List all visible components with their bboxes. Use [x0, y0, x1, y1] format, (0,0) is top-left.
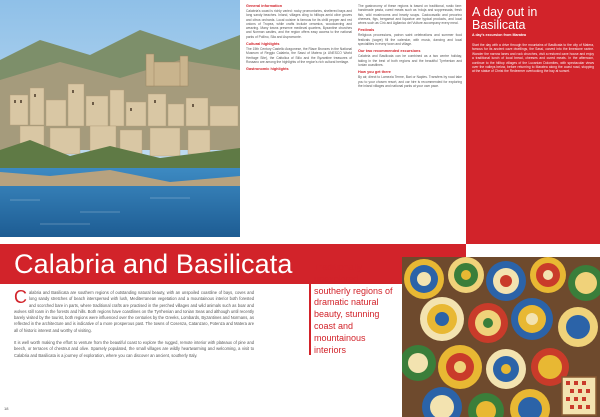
gastronomic-heading: Gastronomic highlights: [246, 67, 289, 72]
text-column-2: [358, 4, 462, 91]
sidebar-subtitle: A day's excursion from Maratea: [472, 33, 527, 37]
gastronomy-intro: The gastronomy of these regions is based on traditional, rustic fare: handmade pasta, cured meats such as 'nduja and soppressata, fresh fish, wild mushrooms and hearty soups. Caciocavallo and pecorino cheeses, figs, bergamot and liquorice are typical products, and local wines such as Cirò and Aglianico del Vulture accompany every meal.: [358, 4, 462, 26]
travel-body: By air, direct to Lamezia Terme, Bari or Naples. Transfers by road take you to your chosen resort, and car hire is recommended for exploring the inland villages and national parks at your own pace.: [358, 75, 462, 88]
travel-heading: How you get there: [358, 70, 391, 75]
cultural-heading: Cultural highlights: [246, 42, 280, 47]
intro-paragraph-1: alabria and Basilicata are southern regions of outstanding natural beauty, with an unspoiled coastline of bays, coves and long sandy stretches of beach interspersed with lush, Mediterranean vegetation and a mountainous interior both forested and scorched bare in parts, where traditional crafts are practised in the perched villages and wild animals such as boar and wolves still roam in the forests and hills. Both regions have coastlines on the Tyrrhenian and Ionian Seas and although until recently barely visited by the tourist, both regions were influenced over the centuries by the Greeks, Lombards, Byzantines and Normans, as reflected in the architecture and is indicative of a more prosperous past. The towns of Cosenza, Catanzaro, Potenza and Matera are all of historic interest and worthy of visiting.: [14, 290, 254, 333]
festivals-heading: Festivals: [358, 28, 375, 33]
festivals-body: Religious processions, patron saint celebrations and summer food festivals (sagre) fill the calendar, with music, dancing and local specialities in every town and village.: [358, 33, 462, 47]
excursions-body: Calabria and Basilicata can be combined as a two centre holiday, taking in the best of both regions and the beautiful Tyrrhenian and Ionian coastlines.: [358, 54, 462, 67]
drop-cap: C: [14, 287, 27, 307]
general-info-body: Calabria's coast is richly varied: rocky promontories, sheltered bays and long sandy beaches. Inland, villages cling to hilltops amid olive groves and citrus orchards. Local cuisine is famous for its chilli pepper and red onions of Tropea, while crafts include ceramics, woodcarving and weaving. Many towns preserve medieval quarters, Byzantine churches and Norman castles, and the region offers easy access to the national parks of Pollino, Sila and Aspromonte.: [246, 9, 352, 39]
pull-quote-rule: [309, 257, 311, 355]
painted-ceramics-photo: [402, 257, 600, 417]
sidebar-body: Start the day with a drive through the mountains of Basilicata to the city of Matera, famous for its ancient cave dwellings, the Sassi, carved into the limestone ravine. Wander the narrow lanes and rock churches, visit a restored cave house and enjoy a traditional lunch of local bread, cheeses and cured meats. In the afternoon, continue to the hilltop villages of the Lucanian Dolomites, with spectacular views over the valleys below, before returning to Maratea along the coast road, stopping at the statue of Christ the Redeemer overlooking the bay at sunset.: [472, 43, 594, 74]
cultural-body: The 15th Century Castello Aragonese, the Riace Bronzes in the National Museum of Reggio Calabria, the Sassi of Matera (a UNESCO World Heritage Site), the Cattolica of Stilo and the Byzantine treasures of Rossano are among the highlights of the region's rich cultural heritage.: [246, 47, 352, 64]
intro-text: [14, 287, 254, 365]
intro-paragraph-2: It is well worth making the effort to venture from the beautiful coast to explore the rugged, remote interior with plateaux of pine and beech, or terraces of chestnut and olive. Sparsely populated, the small villages are wildly heartwarming and welcoming, a visit to Calabria and Basilicata is a journey of exploration, where you can discover an ancient, southerly Italy.: [14, 340, 254, 358]
pull-quote: Traditionally unexplored southerly regions of dramatic natural beauty, stunning coast and mountainous interiors: [314, 262, 393, 355]
day-out-sidebar: [466, 0, 600, 244]
excursions-heading: Our two recommended excursions: [358, 49, 421, 54]
text-column-1: [246, 4, 352, 72]
general-info-heading: General information: [246, 4, 283, 8]
sidebar-title: A day out in Basilicata: [472, 5, 538, 32]
page-number: 18: [4, 406, 9, 411]
page-title: Calabria and Basilicata: [14, 249, 293, 279]
coastal-town-photo: [0, 0, 240, 237]
